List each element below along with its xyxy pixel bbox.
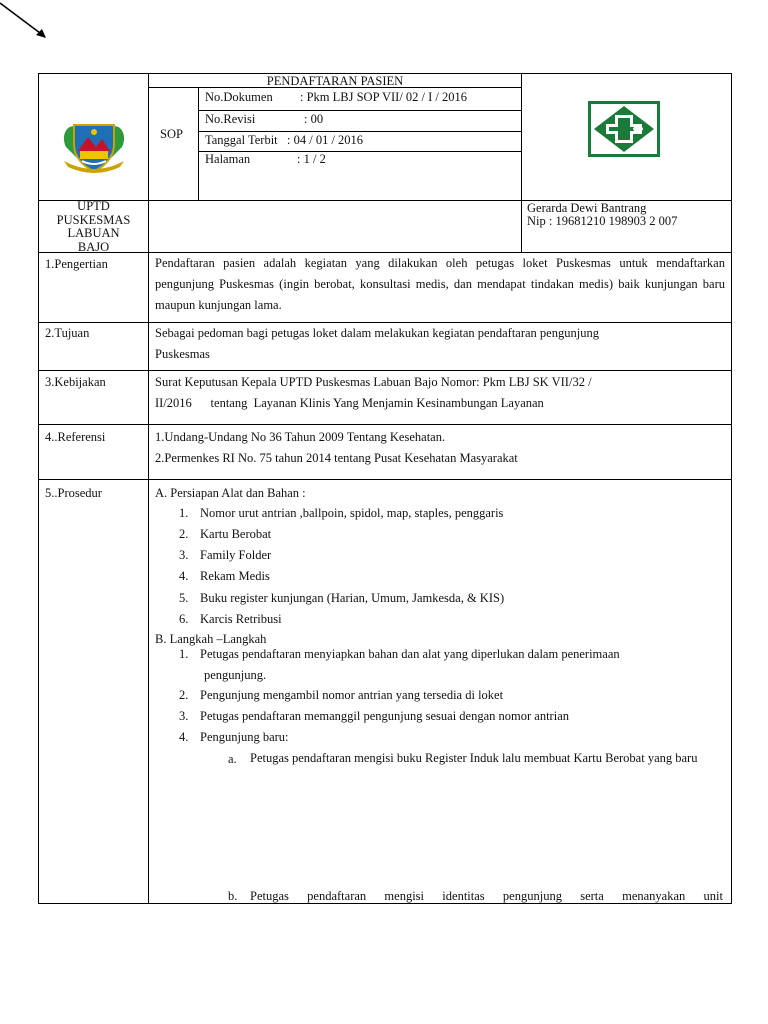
list-number: 4. <box>179 730 189 744</box>
organization-name <box>39 200 148 254</box>
meta-value-no-dokumen: : Pkm LBJ SOP VII/ 02 / I / 2016 <box>300 90 468 104</box>
list-item: Pengunjung mengambil nomor antrian yang tersedia di loket <box>200 688 504 702</box>
referensi-item: 2.Permenkes RI No. 75 tahun 2014 tentang Pusat Kesehatan Masyarakat <box>155 451 518 465</box>
signatory-nip: Nip : 19681210 198903 2 007 <box>527 214 678 228</box>
tujuan-line-2: Puskesmas <box>155 347 210 361</box>
list-number: 3. <box>179 709 189 723</box>
sub-list-item: Petugas pendaftaran mengisi identitas pengunjung serta menanyakan unit <box>250 889 723 903</box>
meta-label-halaman: Halaman <box>205 152 251 166</box>
sub-list-item: Petugas pendaftaran mengisi buku Register Induk lalu membuat Kartu Berobat yang baru <box>250 751 698 765</box>
list-number: 1. <box>179 506 189 520</box>
pengertian-text: Pendaftaran pasien adalah kegiatan yang dilakukan oleh petugas loket Puskesmas untuk mendaftarkan pengunjung Puskesmas (ingin berobat, konsultasi medis, dan mendapat tindakan medis) baik kunjungan baru maupun kunjungan lama. <box>155 256 725 312</box>
list-item: Pengunjung baru: <box>200 730 289 744</box>
list-item: Nomor urut antrian ,ballpoin, spidol, map, staples, penggaris <box>200 506 504 520</box>
document-title: PENDAFTARAN PASIEN <box>266 74 404 88</box>
section-label-prosedur: 5..Prosedur <box>45 486 102 500</box>
kebijakan-line-2: II/2016 tentang Layanan Klinis Yang Menjamin Kesinambungan Layanan <box>155 396 544 410</box>
meta-value-tanggal-terbit: : 04 / 01 / 2016 <box>287 133 364 147</box>
section-label-referensi: 4..Referensi <box>45 430 106 444</box>
sub-list-letter: a. <box>228 752 237 766</box>
list-number: 3. <box>179 548 189 562</box>
list-item: Petugas pendaftaran memanggil pengunjung sesuai dengan nomor antrian <box>200 709 569 723</box>
signatory-name: Gerarda Dewi Bantrang <box>527 201 647 215</box>
list-number: 6. <box>179 612 189 626</box>
referensi-item: 1.Undang-Undang No 36 Tahun 2009 Tentang Kesehatan. <box>155 430 446 444</box>
prosedur-a-heading: A. Persiapan Alat dan Bahan : <box>155 486 306 500</box>
list-item: Rekam Medis <box>200 569 270 583</box>
sop-label: SOP <box>160 127 183 141</box>
kebijakan-line-1: Surat Keputusan Kepala UPTD Puskesmas Labuan Bajo Nomor: Pkm LBJ SK VII/32 / <box>155 375 592 389</box>
list-item: Kartu Berobat <box>200 527 272 541</box>
meta-label-no-dokumen: No.Dokumen <box>205 90 273 104</box>
list-number: 2. <box>179 688 189 702</box>
org-line: BAJO <box>77 239 110 254</box>
org-line: UPTD <box>77 199 110 213</box>
list-number: 2. <box>179 527 189 541</box>
list-number: 1. <box>179 647 189 661</box>
section-label-kebijakan: 3.Kebijakan <box>45 375 106 389</box>
list-number: 5. <box>179 591 189 605</box>
sub-list-letter: b. <box>228 889 238 903</box>
meta-label-no-revisi: No.Revisi <box>205 112 256 126</box>
list-item: Karcis Retribusi <box>200 612 282 626</box>
meta-label-tanggal-terbit: Tanggal Terbit <box>205 133 278 147</box>
list-item: Buku register kunjungan (Harian, Umum, Jamkesda, & KIS) <box>200 591 505 605</box>
regional-logo-icon <box>58 117 130 175</box>
meta-value-no-revisi: : 00 <box>304 112 324 126</box>
section-label-tujuan: 2.Tujuan <box>45 326 90 340</box>
list-item: Family Folder <box>200 548 272 562</box>
list-item-continuation: pengunjung. <box>204 668 267 682</box>
section-label-pengertian: 1.Pengertian <box>45 257 108 271</box>
arrow-icon <box>0 0 60 50</box>
puskesmas-logo-icon <box>588 101 660 157</box>
prosedur-b-heading: B. Langkah –Langkah <box>155 632 267 646</box>
org-line: LABUAN <box>67 226 120 240</box>
tujuan-line-1: Sebagai pedoman bagi petugas loket dalam melakukan kegiatan pendaftaran pengunjung <box>155 326 599 340</box>
meta-value-halaman: : 1 / 2 <box>297 152 326 166</box>
list-number: 4. <box>179 569 189 583</box>
list-item: Petugas pendaftaran menyiapkan bahan dan alat yang diperlukan dalam penerimaan <box>200 647 620 661</box>
org-line: PUSKESMAS <box>56 212 131 227</box>
